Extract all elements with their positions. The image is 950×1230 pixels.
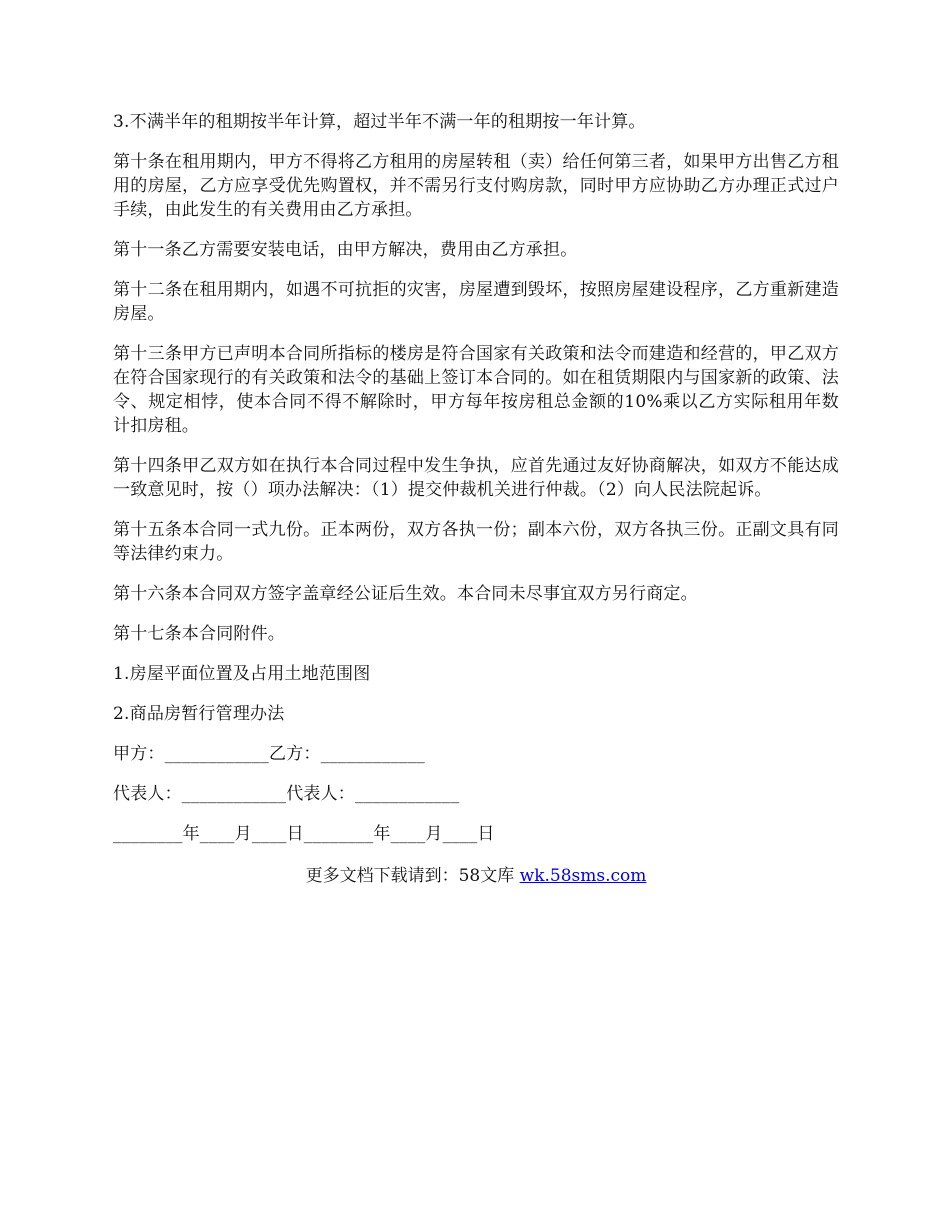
signature-date-line: ________年____月____日________年____月____日 xyxy=(113,824,495,844)
paragraph-article-13: 第十三条甲方已声明本合同所指标的楼房是符合国家有关政策和法令而建造和经营的，甲乙双方在符合国家现行的有关政策和法令的基础上签订本合同的。如在租赁期限内与国家新的政策、法令、规定相悖，使本合同不得不解除时，甲方每年按房租总金额的10%乘以乙方实际租用年数计扣房租。 xyxy=(113,344,839,436)
signature-parties-line: 甲方：____________乙方：____________ xyxy=(113,744,425,764)
paragraph-article-15: 第十五条本合同一式九份。正本两份，双方各执一份；副本六份，双方各执三份。正副文具有同等法律约束力。 xyxy=(113,520,839,564)
attachment-item-1: 1.房屋平面位置及占用土地范围图 xyxy=(113,664,371,684)
paragraph-article-12: 第十二条在租用期内，如遇不可抗拒的灾害，房屋遭到毁坏，按照房屋建设程序，乙方重新建造房屋。 xyxy=(113,280,839,324)
document-page xyxy=(113,110,839,888)
paragraph-article-11: 第十一条乙方需要安装电话，由甲方解决，费用由乙方承担。 xyxy=(113,240,578,260)
paragraph-article-17: 第十七条本合同附件。 xyxy=(113,624,285,644)
signature-representatives-line: 代表人：____________代表人：____________ xyxy=(113,784,460,804)
paragraph-article-14: 第十四条甲乙双方如在执行本合同过程中发生争执，应首先通过友好协商解决，如双方不能达成一致意见时，按（）项办法解决：（1）提交仲裁机关进行仲裁。（2）向人民法院起诉。 xyxy=(113,456,839,500)
download-footer xyxy=(113,864,839,888)
footer-prefix-text: 更多文档下载请到：58文库 xyxy=(305,866,520,886)
footer-site-link[interactable]: wk.58sms.com xyxy=(519,866,647,886)
paragraph-article-16: 第十六条本合同双方签字盖章经公证后生效。本合同未尽事宜双方另行商定。 xyxy=(113,584,698,604)
attachment-item-2: 2.商品房暂行管理办法 xyxy=(113,704,285,724)
paragraph-article-10: 第十条在租用期内，甲方不得将乙方租用的房屋转租（卖）给任何第三者，如果甲方出售乙方租用的房屋，乙方应享受优先购置权，并不需另行支付购房款，同时甲方应协助乙方办理正式过户手续，由此发生的有关费用由乙方承担。 xyxy=(113,152,839,220)
paragraph-term-3-note: 3.不满半年的租期按半年计算，超过半年不满一年的租期按一年计算。 xyxy=(113,112,646,132)
